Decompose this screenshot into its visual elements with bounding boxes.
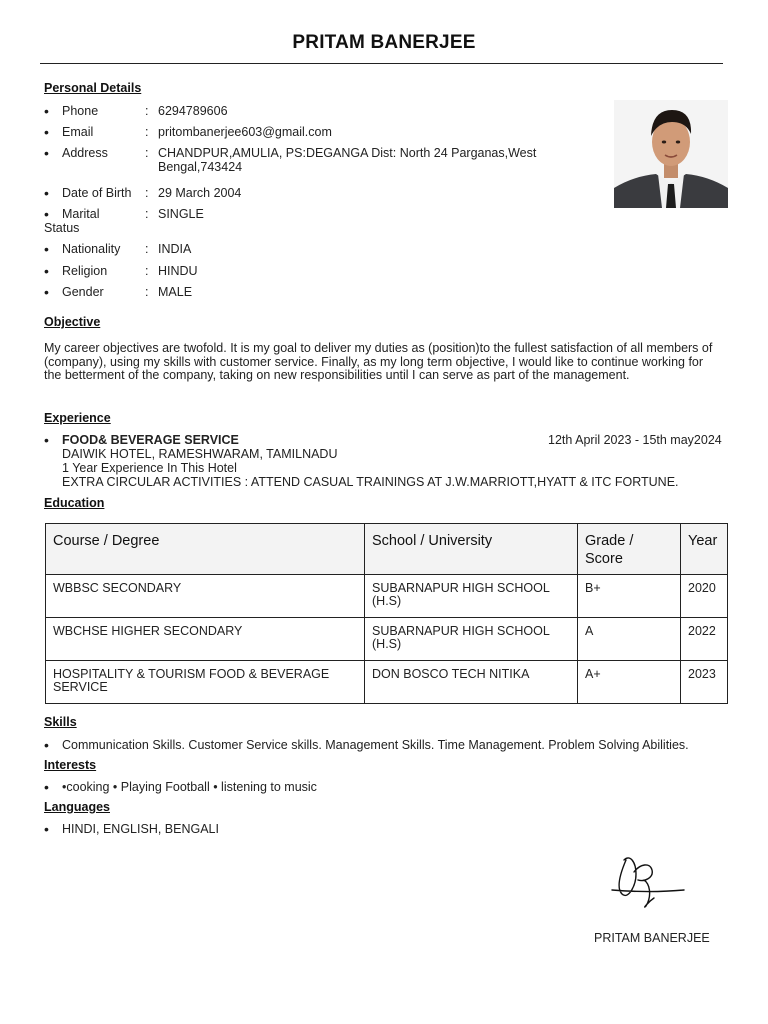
column-header-course: Course / Degree <box>46 524 365 575</box>
grade-cell: B+ <box>578 575 681 618</box>
table-row <box>46 575 728 618</box>
school-cell: SUBARNAPUR HIGH SCHOOL (H.S) <box>365 618 578 661</box>
bullet-icon: • <box>44 821 49 837</box>
languages-text: HINDI, ENGLISH, BENGALI <box>62 822 219 836</box>
dob-value: 29 March 2004 <box>158 186 242 200</box>
experience-title: Experience <box>44 411 111 425</box>
bullet-icon: • <box>44 779 49 795</box>
column-header-school: School / University <box>365 524 578 575</box>
skills-title: Skills <box>44 715 77 729</box>
interests-text: •cooking • Playing Football • listening to music <box>62 780 317 794</box>
dob-label: Date of Birth <box>62 186 132 200</box>
school-cell: DON BOSCO TECH NITIKA <box>365 661 578 704</box>
education-table <box>45 523 728 704</box>
table-header-row <box>46 524 728 575</box>
year-cell: 2022 <box>681 618 728 661</box>
year-cell: 2020 <box>681 575 728 618</box>
year-cell: 2023 <box>681 661 728 704</box>
bullet-icon: • <box>44 103 49 119</box>
bullet-icon: • <box>44 241 49 257</box>
nationality-label: Nationality <box>62 242 121 256</box>
marital-status-label: Marital Status <box>44 207 100 235</box>
grade-cell: A <box>578 618 681 661</box>
profile-photo <box>614 100 728 208</box>
colon: : <box>145 104 149 118</box>
colon: : <box>145 207 149 221</box>
signature-image <box>606 850 690 912</box>
column-header-grade: Grade / Score <box>578 524 681 575</box>
experience-extra: EXTRA CIRCULAR ACTIVITIES : ATTEND CASUAL TRAININGS AT J.W.MARRIOTT,HYATT & ITC FORTUNE. <box>62 475 679 489</box>
column-header-year: Year <box>681 524 728 575</box>
course-cell: HOSPITALITY & TOURISM FOOD & BEVERAGE SERVICE <box>46 661 365 704</box>
experience-duration: 1 Year Experience In This Hotel <box>62 461 237 475</box>
colon: : <box>145 125 149 139</box>
course-cell: WBCHSE HIGHER SECONDARY <box>46 618 365 661</box>
objective-text: My career objectives are twofold. It is my goal to deliver my duties as (position)to the fullest satisfaction of all members of (company), using my skills with customer service. Finally, as my long term objective, I would like to continue working for the betterment of the company, taking on new responsibilities until I can serve as part of the management. <box>44 341 713 383</box>
address-value: CHANDPUR,AMULIA, PS:DEGANGA Dist: North 24 Parganas,West Bengal,743424 <box>158 146 537 174</box>
bullet-icon: • <box>44 185 49 201</box>
phone-label: Phone <box>62 104 99 118</box>
resume-name: PRITAM BANERJEE <box>292 32 476 53</box>
religion-label: Religion <box>62 264 108 278</box>
colon: : <box>145 146 149 160</box>
bullet-icon: • <box>44 145 49 161</box>
signature-name: PRITAM BANERJEE <box>594 931 710 945</box>
bullet-icon: • <box>44 432 49 448</box>
bullet-icon: • <box>44 206 49 222</box>
table-row <box>46 661 728 704</box>
bullet-icon: • <box>44 124 49 140</box>
gender-label: Gender <box>62 285 104 299</box>
experience-dates: 12th April 2023 - 15th may2024 <box>548 433 722 447</box>
education-title: Education <box>44 496 105 510</box>
marital-status-value: SINGLE <box>158 207 204 221</box>
gender-value: MALE <box>158 285 193 299</box>
personal-details-title: Personal Details <box>44 81 142 95</box>
bullet-icon: • <box>44 284 49 300</box>
colon: : <box>145 264 149 278</box>
experience-place: DAIWIK HOTEL, RAMESHWARAM, TAMILNADU <box>62 447 338 461</box>
colon: : <box>145 186 149 200</box>
header-divider <box>40 63 723 64</box>
school-cell: SUBARNAPUR HIGH SCHOOL (H.S) <box>365 575 578 618</box>
languages-title: Languages <box>44 800 110 814</box>
colon: : <box>145 285 149 299</box>
table-row <box>46 618 728 661</box>
email-label: Email <box>62 125 94 139</box>
experience-role: FOOD& BEVERAGE SERVICE <box>62 433 239 447</box>
grade-cell: A+ <box>578 661 681 704</box>
nationality-value: INDIA <box>158 242 192 256</box>
interests-title: Interests <box>44 758 97 772</box>
course-cell: WBBSC SECONDARY <box>46 575 365 618</box>
phone-value: 6294789606 <box>158 104 228 118</box>
bullet-icon: • <box>44 263 49 279</box>
objective-title: Objective <box>44 315 101 329</box>
religion-value: HINDU <box>158 264 198 278</box>
bullet-icon: • <box>44 737 49 753</box>
skills-text: Communication Skills. Customer Service skills. Management Skills. Time Management. Problem Solving Abilities. <box>62 738 689 752</box>
address-label: Address <box>62 146 108 160</box>
colon: : <box>145 242 149 256</box>
email-value: pritombanerjee603@gmail.com <box>158 125 332 139</box>
